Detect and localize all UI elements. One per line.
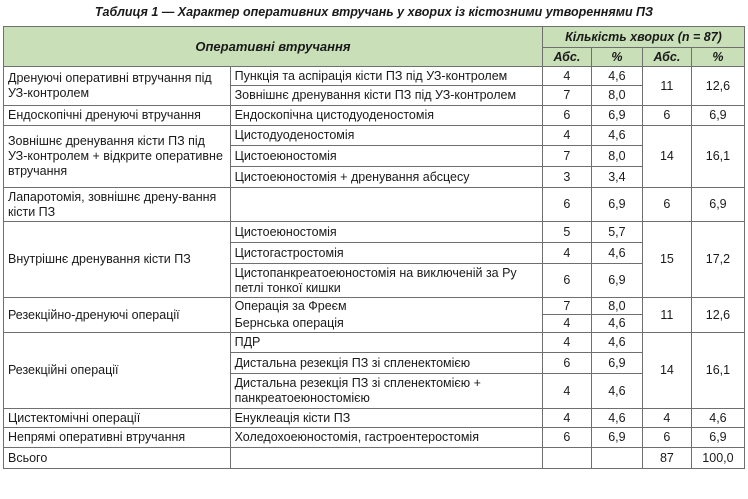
total-row [4, 448, 745, 469]
subtype-name: Цистогастростомія [230, 243, 542, 264]
table-row [4, 188, 745, 222]
subtype-abs: 7 [542, 298, 591, 315]
subtype-abs: 4 [542, 315, 591, 333]
group-abs: 14 [642, 126, 691, 188]
subtype-pct: 8,0 [591, 86, 642, 106]
group-name: Дренуючі оперативні втручання під УЗ-контролем [4, 67, 231, 106]
subtype-pct: 4,6 [591, 315, 642, 333]
header-pct-subtype: % [591, 48, 642, 67]
group-abs: 6 [642, 428, 691, 448]
group-pct: 16,1 [691, 333, 744, 409]
subtype-pct: 4,6 [591, 243, 642, 264]
subtype-pct: 4,6 [591, 409, 642, 428]
total-empty-pct [591, 448, 642, 469]
subtype-pct: 8,0 [591, 298, 642, 315]
group-name: Внутрішнє дренування кісти ПЗ [4, 222, 231, 298]
subtype-name: Енуклеація кісти ПЗ [230, 409, 542, 428]
subtype-name: Пункція та аспірація кісти ПЗ під УЗ-контролем [230, 67, 542, 86]
subtype-abs: 4 [542, 333, 591, 353]
subtype-name: Зовнішнє дренування кісти ПЗ під УЗ-контролем [230, 86, 542, 106]
table-caption: Таблиця 1 — Характер оперативних втручань у хворих із кістозними утвореннями ПЗ [94, 5, 654, 19]
table-row [4, 126, 745, 146]
subtype-pct: 4,6 [591, 67, 642, 86]
subtype-abs: 4 [542, 243, 591, 264]
header-patients: Кількість хворих (n = 87) [542, 27, 744, 48]
table-row [4, 222, 745, 243]
subtype-pct: 6,9 [591, 264, 642, 298]
subtype-abs: 5 [542, 222, 591, 243]
subtype-name: Дистальна резекція ПЗ зі спленектомією + панкреатоеюностомією [230, 374, 542, 409]
subtype-pct: 4,6 [591, 333, 642, 353]
subtype-name: Цистопанкреатоеюностомія на виключеній за Ру петлі тонкої кишки [230, 264, 542, 298]
group-name: Цистектомічні операції [4, 409, 231, 428]
header-abs-subtype: Абс. [542, 48, 591, 67]
subtype-name: ПДР [230, 333, 542, 353]
subtype-abs: 6 [542, 428, 591, 448]
header-abs-group: Абс. [642, 48, 691, 67]
subtype-name: Цистоеюностомія [230, 222, 542, 243]
group-abs: 11 [642, 298, 691, 333]
subtype-abs: 6 [542, 106, 591, 126]
table-row [4, 106, 745, 126]
subtype-abs: 7 [542, 146, 591, 167]
subtype-name [230, 188, 542, 222]
table-row [4, 67, 745, 86]
subtype-name: Дистальна резекція ПЗ зі спленектомією [230, 353, 542, 374]
subtype-name: Цистодуоденостомія [230, 126, 542, 146]
group-name: Резекційні операції [4, 333, 231, 409]
group-abs: 15 [642, 222, 691, 298]
subtype-abs: 7 [542, 86, 591, 106]
subtype-name: Бернська операція [230, 315, 542, 333]
group-pct: 6,9 [691, 188, 744, 222]
subtype-pct: 6,9 [591, 353, 642, 374]
subtype-abs: 4 [542, 374, 591, 409]
subtype-name: Цистоеюностомія + дренування абсцесу [230, 167, 542, 188]
group-name: Непрямі оперативні втручання [4, 428, 231, 448]
subtype-abs: 6 [542, 353, 591, 374]
subtype-abs: 4 [542, 126, 591, 146]
table-row [4, 428, 745, 448]
group-abs: 6 [642, 188, 691, 222]
table-row [4, 298, 745, 315]
subtype-pct: 6,9 [591, 106, 642, 126]
subtype-abs: 6 [542, 264, 591, 298]
subtype-abs: 4 [542, 67, 591, 86]
group-abs: 4 [642, 409, 691, 428]
group-pct: 4,6 [691, 409, 744, 428]
total-abs: 87 [642, 448, 691, 469]
group-name: Зовнішнє дренування кісти ПЗ під УЗ-контролем + відкрите оперативне втручання [4, 126, 231, 188]
group-name: Резекційно-дренуючі операції [4, 298, 231, 333]
group-pct: 6,9 [691, 106, 744, 126]
subtype-pct: 3,4 [591, 167, 642, 188]
subtype-abs: 6 [542, 188, 591, 222]
subtype-pct: 6,9 [591, 188, 642, 222]
interventions-table [3, 26, 745, 469]
subtype-name: Ендоскопічна цистодуоденостомія [230, 106, 542, 126]
group-abs: 6 [642, 106, 691, 126]
subtype-abs: 3 [542, 167, 591, 188]
subtype-pct: 5,7 [591, 222, 642, 243]
header-interventions: Оперативні втручання [4, 27, 543, 67]
subtype-name: Цистоеюностомія [230, 146, 542, 167]
total-pct: 100,0 [691, 448, 744, 469]
subtype-abs: 4 [542, 409, 591, 428]
subtype-name: Холедохоеюностомія, гастроентеростомія [230, 428, 542, 448]
subtype-pct: 4,6 [591, 374, 642, 409]
total-label: Всього [4, 448, 231, 469]
group-abs: 11 [642, 67, 691, 106]
group-name: Лапаротомія, зовнішнє дрену-вання кісти ПЗ [4, 188, 231, 222]
subtype-pct: 8,0 [591, 146, 642, 167]
subtype-pct: 4,6 [591, 126, 642, 146]
group-pct: 6,9 [691, 428, 744, 448]
total-empty-cell [230, 448, 542, 469]
subtype-name: Операція за Фреєм [230, 298, 542, 315]
total-empty-abs [542, 448, 591, 469]
group-pct: 12,6 [691, 67, 744, 106]
group-pct: 16,1 [691, 126, 744, 188]
group-pct: 17,2 [691, 222, 744, 298]
table-row [4, 409, 745, 428]
group-abs: 14 [642, 333, 691, 409]
table-row [4, 333, 745, 353]
header-pct-group: % [691, 48, 744, 67]
group-pct: 12,6 [691, 298, 744, 333]
group-name: Ендоскопічні дренуючі втручання [4, 106, 231, 126]
subtype-pct: 6,9 [591, 428, 642, 448]
